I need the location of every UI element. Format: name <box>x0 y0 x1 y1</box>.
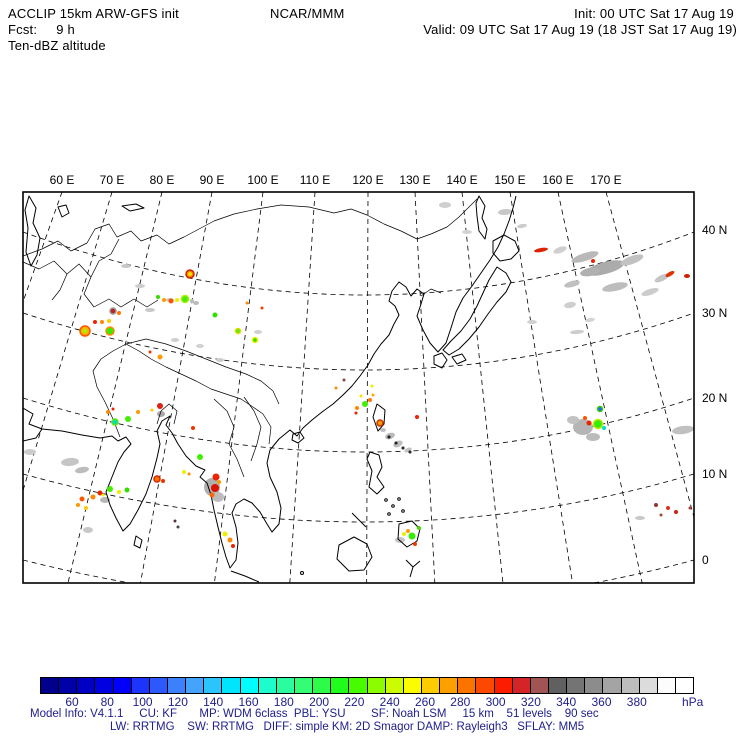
colorbar-cell <box>241 678 259 693</box>
lon-label: 120 E <box>352 173 384 187</box>
colorbar-cell <box>368 678 386 693</box>
colorbar-cell <box>41 678 59 693</box>
colorbar-tick: 200 <box>309 695 330 709</box>
colorbar-cell <box>549 678 567 693</box>
country-borders <box>23 199 477 477</box>
lon-label: 150 E <box>494 173 526 187</box>
colorbar-cell <box>622 678 640 693</box>
center-name: NCAR/MMM <box>270 6 345 21</box>
colorbar-tick: 280 <box>450 695 471 709</box>
colorbar-tick: 60 <box>65 695 79 709</box>
lat-label: 20 N <box>702 391 728 405</box>
colorbar-cell <box>585 678 603 693</box>
colorbar-tick: 340 <box>556 695 577 709</box>
echo-top-gray-shading <box>24 202 694 543</box>
colorbar-cell <box>422 678 440 693</box>
colorbar-cell <box>603 678 621 693</box>
colorbar-cell <box>186 678 204 693</box>
colorbar-tick: 240 <box>379 695 400 709</box>
echo-top-blobs <box>76 259 692 548</box>
lon-label: 100 E <box>247 173 279 187</box>
lon-label: 80 E <box>149 173 175 187</box>
colorbar-cell <box>222 678 240 693</box>
colorbar-tick: 320 <box>520 695 541 709</box>
colorbar-cell <box>513 678 531 693</box>
colorbar-tick: 220 <box>344 695 365 709</box>
model-info-line2: LW: RRTMG SW: RRTMG DIFF: simple KM: 2D Smagor DAMP: Rayleigh3 SFLAY: MM5 <box>110 721 585 733</box>
colorbar-cell <box>476 678 494 693</box>
colorbar-cell <box>59 678 77 693</box>
colorbar-cell <box>150 678 168 693</box>
lon-label: 70 E <box>99 173 125 187</box>
colorbar-cell <box>349 678 367 693</box>
model-title: ACCLIP 15km ARW-GFS init <box>8 6 179 21</box>
colorbar-cell <box>531 678 549 693</box>
colorbar-cell <box>168 678 186 693</box>
colorbar-cell <box>458 678 476 693</box>
lat-label: 40 N <box>702 223 728 237</box>
colorbar-tick: 140 <box>203 695 224 709</box>
colorbar-cell <box>495 678 513 693</box>
colorbar-tick: 360 <box>591 695 612 709</box>
colorbar-tick: 100 <box>132 695 153 709</box>
model-info-line1: Model Info: V4.1.1 CU: KF MP: WDM 6class PBL: YSU SF: Noah LSM 15 km 51 levels 90 sec <box>30 708 599 720</box>
colorbar-tick: 80 <box>100 695 114 709</box>
colorbar-cell <box>95 678 113 693</box>
map-border <box>23 192 694 583</box>
lat-lon-grid <box>0 192 712 604</box>
colorbar-tick: 260 <box>414 695 436 709</box>
colorbar-tick: 380 <box>626 695 647 709</box>
colorbar-cell <box>567 678 585 693</box>
valid-time: Valid: 09 UTC Sat 17 Aug 19 (18 JST Sat 17 Aug 19) <box>423 22 737 37</box>
lon-label: 170 E <box>590 173 622 187</box>
colorbar-cell <box>114 678 132 693</box>
colorbar-cell <box>331 678 349 693</box>
lat-label: 30 N <box>702 306 728 320</box>
forecast-hour: Fcst: 9 h <box>8 22 75 37</box>
colorbar-cell <box>386 678 404 693</box>
colorbar-cell <box>640 678 658 693</box>
colorbar-cell <box>132 678 150 693</box>
colorbar-cell <box>77 678 95 693</box>
colorbar-cell <box>259 678 277 693</box>
lat-label: 10 N <box>702 467 728 481</box>
lon-label: 140 E <box>446 173 478 187</box>
colorbar-tick: 120 <box>167 695 188 709</box>
colorbar-tick: 180 <box>273 695 294 709</box>
lon-label: 90 E <box>199 173 225 187</box>
colorbar-cell <box>295 678 313 693</box>
colorbar-cell <box>440 678 458 693</box>
lon-label: 110 E <box>299 173 331 187</box>
lat-label: 0 <box>702 553 709 567</box>
colorbar-cell <box>277 678 295 693</box>
colorbar-unit: hPa <box>682 695 704 709</box>
colorbar-cell <box>676 678 693 693</box>
colorbar <box>40 677 694 694</box>
product-name: Ten-dBZ altitude <box>8 38 106 53</box>
colorbar-cell <box>204 678 222 693</box>
lon-label: 60 E <box>49 173 75 187</box>
colorbar-cell <box>658 678 676 693</box>
init-time: Init: 00 UTC Sat 17 Aug 19 <box>574 6 734 21</box>
colorbar-cell <box>404 678 422 693</box>
lon-label: 130 E <box>399 173 431 187</box>
lon-label: 160 E <box>542 173 574 187</box>
colorbar-tick: 160 <box>238 695 259 709</box>
colorbar-cell <box>313 678 331 693</box>
colorbar-tick: 300 <box>485 695 506 709</box>
